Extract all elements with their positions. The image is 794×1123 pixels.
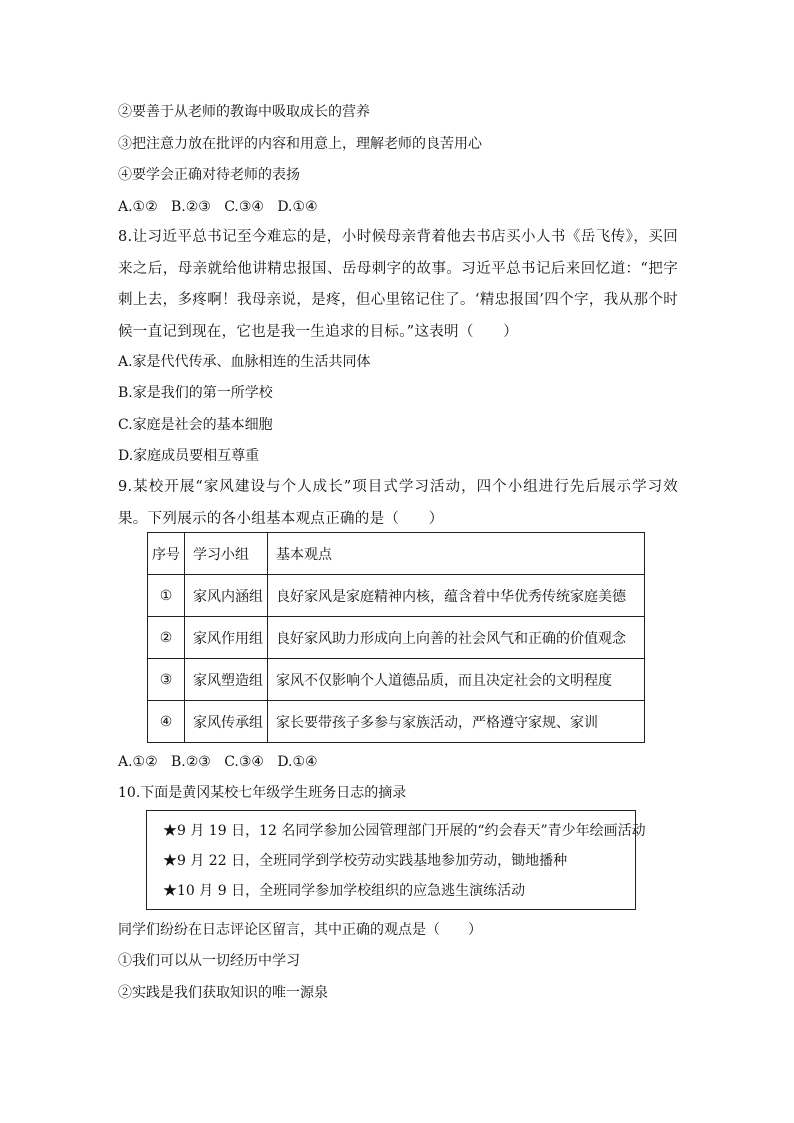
cell-number: ③: [148, 659, 185, 701]
question-10-stem: 10.下面是黄冈某校七年级学生班务日志的摘录: [118, 785, 407, 801]
answer-choices-q7: A.①② B.②③ C.③④ D.①④: [118, 199, 318, 215]
header-group: 学习小组: [185, 533, 268, 575]
question-9-stem: 9.某校开展“家风建设与个人成长”项目式学习活动，四个小组进行先后展示学习效果。下列展示的各小组基本观点正确的是（ ）: [118, 479, 678, 527]
diary-entry: ★9 月 19 日，12 名同学参加公园管理部门开展的“约会春天”青少年绘画活动: [163, 823, 646, 839]
option-line-4: ④要学会正确对待老师的表扬: [118, 167, 300, 183]
cell-group: 家风作用组: [185, 617, 268, 659]
class-diary-box: [146, 810, 646, 910]
answer-choices-q9: A.①② B.②③ C.③④ D.①④: [118, 754, 318, 770]
q10-option-2: ②实践是我们获取知识的唯一源泉: [118, 985, 328, 1001]
cell-view: 良好家风是家庭精神内核，蕴含着中华优秀传统家庭美德: [268, 575, 645, 617]
cell-number: ①: [148, 575, 185, 617]
q8-option-a: A.家是代代传承、血脉相连的生活共同体: [118, 354, 371, 370]
cell-group: 家风内涵组: [185, 575, 268, 617]
table-row: [148, 617, 645, 659]
question-10-prompt: 同学们纷纷在日志评论区留言，其中正确的观点是（ ）: [118, 922, 482, 938]
table-row: [148, 575, 645, 617]
option-line-2: ②要善于从老师的教诲中吸取成长的营养: [118, 104, 370, 120]
q8-option-c: C.家庭是社会的基本细胞: [118, 417, 273, 433]
diary-entry: ★10 月 9 日，全班同学参加学校组织的应急逃生演练活动: [163, 883, 526, 899]
cell-view: 良好家风助力形成向上向善的社会风气和正确的价值观念: [268, 617, 645, 659]
group-views-table: [147, 532, 645, 743]
q10-option-1: ①我们可以从一切经历中学习: [118, 953, 300, 969]
cell-view: 家长要带孩子多参与家族活动，严格遵守家规、家训: [268, 701, 645, 743]
cell-number: ④: [148, 701, 185, 743]
option-line-3: ③把注意力放在批评的内容和用意上，理解老师的良苦用心: [118, 136, 482, 152]
q8-option-b: B.家是我们的第一所学校: [118, 385, 273, 401]
table-row: [148, 701, 645, 743]
question-8-stem: 8.让习近平总书记至今难忘的是，小时候母亲背着他去书店买小人书《岳飞传》，买回来之后，母亲就给他讲精忠报国、岳母刺字的故事。习近平总书记后来回忆道：“把字刺上去，多疼啊！我母亲说，是疼，但心里铭记住了。‘精忠报国’四个字，我从那个时候一直记到现在，它也是我一生追求的目标。”这表明（ ）: [118, 229, 678, 340]
table-header-row: [148, 533, 645, 575]
cell-group: 家风传承组: [185, 701, 268, 743]
q8-option-d: D.家庭成员要相互尊重: [118, 448, 260, 464]
cell-view: 家风不仅影响个人道德品质，而且决定社会的文明程度: [268, 659, 645, 701]
header-number: 序号: [148, 533, 185, 575]
cell-number: ②: [148, 617, 185, 659]
table-row: [148, 659, 645, 701]
cell-group: 家风塑造组: [185, 659, 268, 701]
diary-entry: ★9 月 22 日，全班同学到学校劳动实践基地参加劳动，锄地播种: [163, 853, 568, 869]
header-view: 基本观点: [268, 533, 645, 575]
